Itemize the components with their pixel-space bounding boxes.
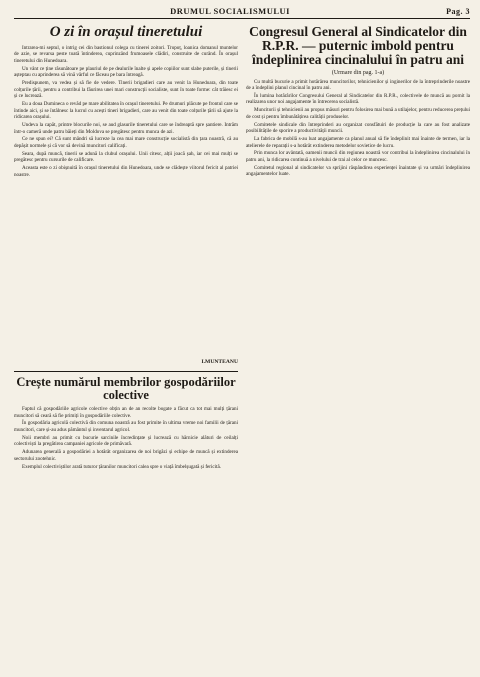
page-header (14, 6, 470, 16)
bottom-article-title: Crește numărul membrilor gospodăriilor colective (16, 374, 236, 402)
paragraph: În gospodăria agricolă colectivă din comuna noastră au fost primite în ultima vreme noi familii de țărani muncitori, care și-au adus pământul și inventarul agricol. (14, 420, 238, 433)
paragraph: Adunarea generală a gospodăriei a hotărât organizarea de noi brigăzi și echipe de muncă și extinderea sectorului zootehnic. (14, 449, 238, 462)
columns (14, 23, 470, 669)
paragraph: Eu a doua Dumineca o revăd pe mare abilitatea în orașul tineretului. Pe drumuri plăcute pe frontul care se întinde aici, și se întâlnesc la lucrul cu acești tineri brigadieri, care au venit din toate colțurile țării să ajute la ridicarea orașului. (14, 101, 238, 121)
paragraph: Un vânt ce ține răsunătoare pe plauriul de pe dealurile înalte și apele copiilor sunt slabe puterile, și tinerii așteptau cu aprinderea să vină vârful ce făceau pe bara întreagă. (14, 65, 238, 79)
right-column (246, 23, 470, 669)
paragraph: În lumina hotărârilor Congresului General al Sindicatelor din R.P.R., colectivele de muncă au pornit la realizarea unor noi angajamente în întrecerea socialistă. (246, 92, 470, 106)
paragraph: Undeva la capăt, printre blocurile noi, se aud glasurile tineretului care se îndreaptă spre șantiere. Intrăm într-o cameră unde patru băieți din Moldova se pregătesc pentru munca de azi. (14, 122, 238, 135)
paragraph: Ce ne spun ei? Că sunt mândri să lucreze la cea mai mare construcție socialistă din țara noastră, că au depășit normele și că vor să devină muncitori calificați. (14, 136, 238, 149)
article-separator (14, 371, 238, 372)
paragraph: Exemplul colectiviștilor arată tuturor țăranilor muncitori calea spre o viață îmbelșugată și fericită. (22, 463, 222, 470)
paragraph: Seara, după muncă, tinerii se adună la clubul orașului. Unii citesc, alții joacă șah, iar cei mai mulți se pregătesc pentru cursurile de calificare. (14, 150, 238, 164)
paragraph: Comitetele sindicale din întreprinderi au organizat consfătuiri de producție la care au fost analizate posibilitățile de sporire a productivității muncii. (246, 121, 470, 135)
right-article-title: Congresul General al Sindicatelor din R.P.R. — puternic imbold pentru îndeplinirea cincinalului în patru ani (249, 24, 467, 68)
left-article-signature: I.MUNTEANU (201, 358, 238, 365)
left-article-title: O zi în orașul tineretului (49, 24, 203, 40)
paragraph: Muncitorii și tehnicienii au propus măsuri pentru folosirea mai bună a utilajelor, pentru reducerea prețului de cost și pentru îmbunătățirea calității produselor. (246, 107, 470, 120)
paragraph: La fabrica de mobilă s-au luat angajamente ca planul anual să fie îndeplinit mai înainte de termen, iar la atelierele de reparații s-a hotărât extinderea metodelor sovietice de lucru. (246, 136, 470, 149)
right-article-subtitle: (Urmare din pag. 1-a) (331, 69, 385, 76)
paragraph: Faptul că gospodăriile agricole colective obțin an de an recolte bogate a făcut ca tot mai mulți țărani muncitori să ceară să fie primiți în gospodăriile colective. (14, 406, 238, 419)
left-column (14, 23, 238, 669)
left-article-body (14, 45, 238, 357)
paragraph: Intrarea-mi septul, o intrig cei din bastionul colega cu tinerei zoitori. Tropoț, loanica domanul muntelor de azie, se revarsa peste toată întinderea, cuprinzând frumoasele clădiri, construite de curând. În orașul tineretului din Hunedoara. (14, 44, 238, 64)
newspaper-title: DRUMUL SOCIALISMULUI (170, 6, 290, 16)
bottom-article-body (14, 406, 238, 614)
page-number: Pag. 3 (446, 7, 470, 16)
paragraph: Noii membri au primit cu bucurie sarcinile încredințate și lucrează cu hărnicie alături de ceilalți colectiviști la pregătirea campaniei agricole de primăvară. (14, 434, 238, 448)
right-article-body (246, 79, 470, 669)
paragraph: Comitetul regional al sindicatelor va sprijini răspândirea experienței înaintate și va urmări îndeplinirea angajamentelor luate. (246, 164, 470, 178)
paragraph: Prin munca lor avântată, oamenii muncii din regiunea noastră vor contribui la îndeplinirea cincinalului în patru ani, la ridicarea continuă a nivelului de trai al celor ce muncesc. (246, 150, 470, 163)
paragraph: Predispunem, va vedea și să fie de vedere. Tinerii brigadieri care au venit la Hunedoara, din toate colțurile țării, pentru a contribui la făurirea unei mari construcții socialiste, sunt în toate forme: cât trăiesc ei și ce lucrează. (14, 80, 238, 100)
paragraph: Cu multă bucurie a primit hotărârea muncitorilor, tehnicienilor și inginerilor de la întreprinderile noastre de a îndeplini planul cincinal în patru ani. (246, 78, 470, 92)
paragraph: Aceasta este o zi obișnuită în orașul tineretului din Hunedoara, unde se clădește viitorul fericit al patriei noastre. (14, 165, 238, 178)
header-rule (14, 18, 470, 19)
